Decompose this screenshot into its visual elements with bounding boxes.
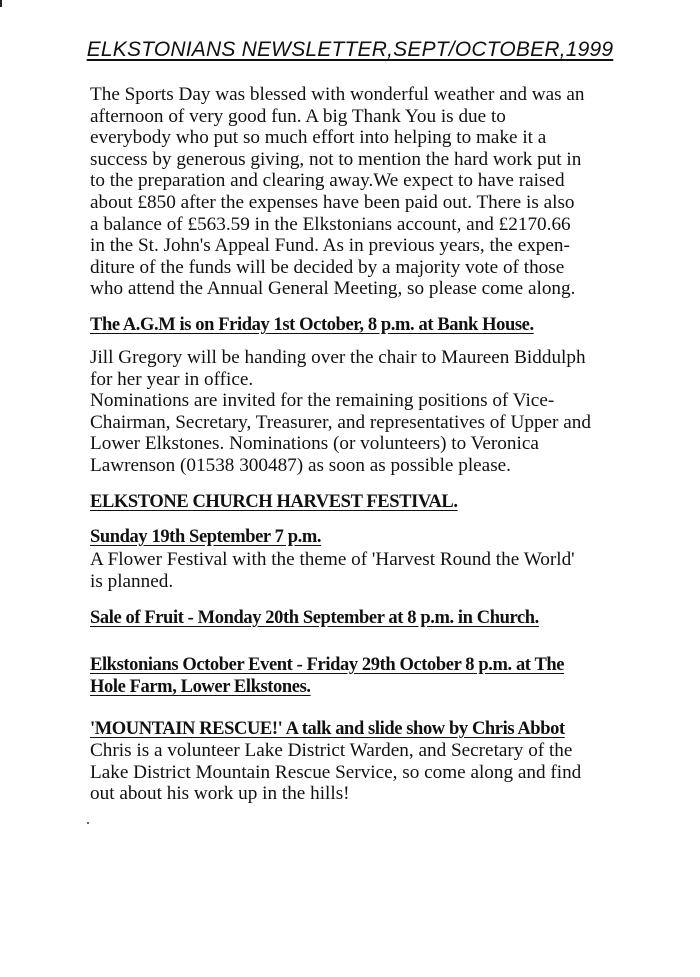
paragraph-line: a balance of £563.59 in the Elkstonians account, and £2170.66: [90, 213, 571, 235]
paragraph-line: The Sports Day was blessed with wonderful weather and was an: [90, 84, 585, 105]
paragraph-line: Chris is a volunteer Lake District Warden, and Secretary of the: [90, 740, 573, 761]
paragraph-line: Lawrenson (01538 300487) as soon as possible please.: [90, 454, 511, 476]
agm-paragraph: [90, 347, 650, 477]
paragraph-line: who attend the Annual General Meeting, so please come along.: [90, 278, 576, 300]
scan-mark: [0, 0, 2, 7]
heading-line: Elkstonians October Event - Friday 29th October 8 p.m. at The: [90, 655, 565, 675]
paragraph-line: out about his work up in the hills!: [90, 783, 350, 805]
paragraph-line: A Flower Festival with the theme of 'Harvest Round the World': [90, 549, 575, 570]
paragraph-line: is planned.: [90, 570, 174, 592]
paragraph-line: afternoon of very good fun. A big Thank You is due to: [90, 105, 506, 127]
agm-heading: The A.G.M is on Friday 1st October, 8 p.m. at Bank House.: [90, 315, 534, 335]
paragraph-line: to the preparation and clearing away.We expect to have raised: [90, 170, 565, 192]
paragraph-line: in the St. John's Appeal Fund. As in previous years, the expen-: [90, 235, 570, 257]
mountain-rescue-paragraph: [90, 740, 650, 805]
paragraph-line: for her year in office.: [90, 368, 254, 390]
newsletter-title: ELKSTONIANS NEWSLETTER,SEPT/OCTOBER,1999: [86, 38, 614, 61]
harvest-festival-heading: ELKSTONE CHURCH HARVEST FESTIVAL.: [90, 492, 458, 512]
paragraph-line: Chairman, Secretary, Treasurer, and representatives of Upper and: [90, 411, 591, 433]
sale-of-fruit-heading: Sale of Fruit - Monday 20th September at 8 p.m. in Church.: [90, 608, 539, 628]
paragraph-line: success by generous giving, not to mention the hard work put in: [90, 148, 582, 170]
paragraph-line: about £850 after the expenses have been paid out. There is also: [90, 191, 575, 213]
flower-festival-paragraph: [90, 549, 650, 592]
paragraph-line: Nominations are invited for the remaining positions of Vice-: [90, 390, 555, 412]
paragraph-line: diture of the funds will be decided by a majority vote of those: [90, 256, 565, 278]
paragraph-line: Jill Gregory will be handing over the chair to Maureen Biddulph: [90, 347, 586, 368]
mountain-rescue-heading: 'MOUNTAIN RESCUE!' A talk and slide show by Chris Abbot: [90, 719, 565, 739]
october-event-heading: [90, 655, 650, 698]
speck: [87, 822, 89, 824]
paragraph-line: everybody who put so much effort into helping to make it a: [90, 127, 547, 149]
heading-line: Hole Farm, Lower Elkstones.: [90, 676, 311, 697]
paragraph-line: Lower Elkstones. Nominations (or volunteers) to Veronica: [90, 433, 539, 455]
paragraph-line: Lake District Mountain Rescue Service, so come along and find: [90, 761, 582, 783]
sports-day-paragraph: [90, 84, 650, 300]
sunday-heading: Sunday 19th September 7 p.m.: [90, 527, 322, 547]
